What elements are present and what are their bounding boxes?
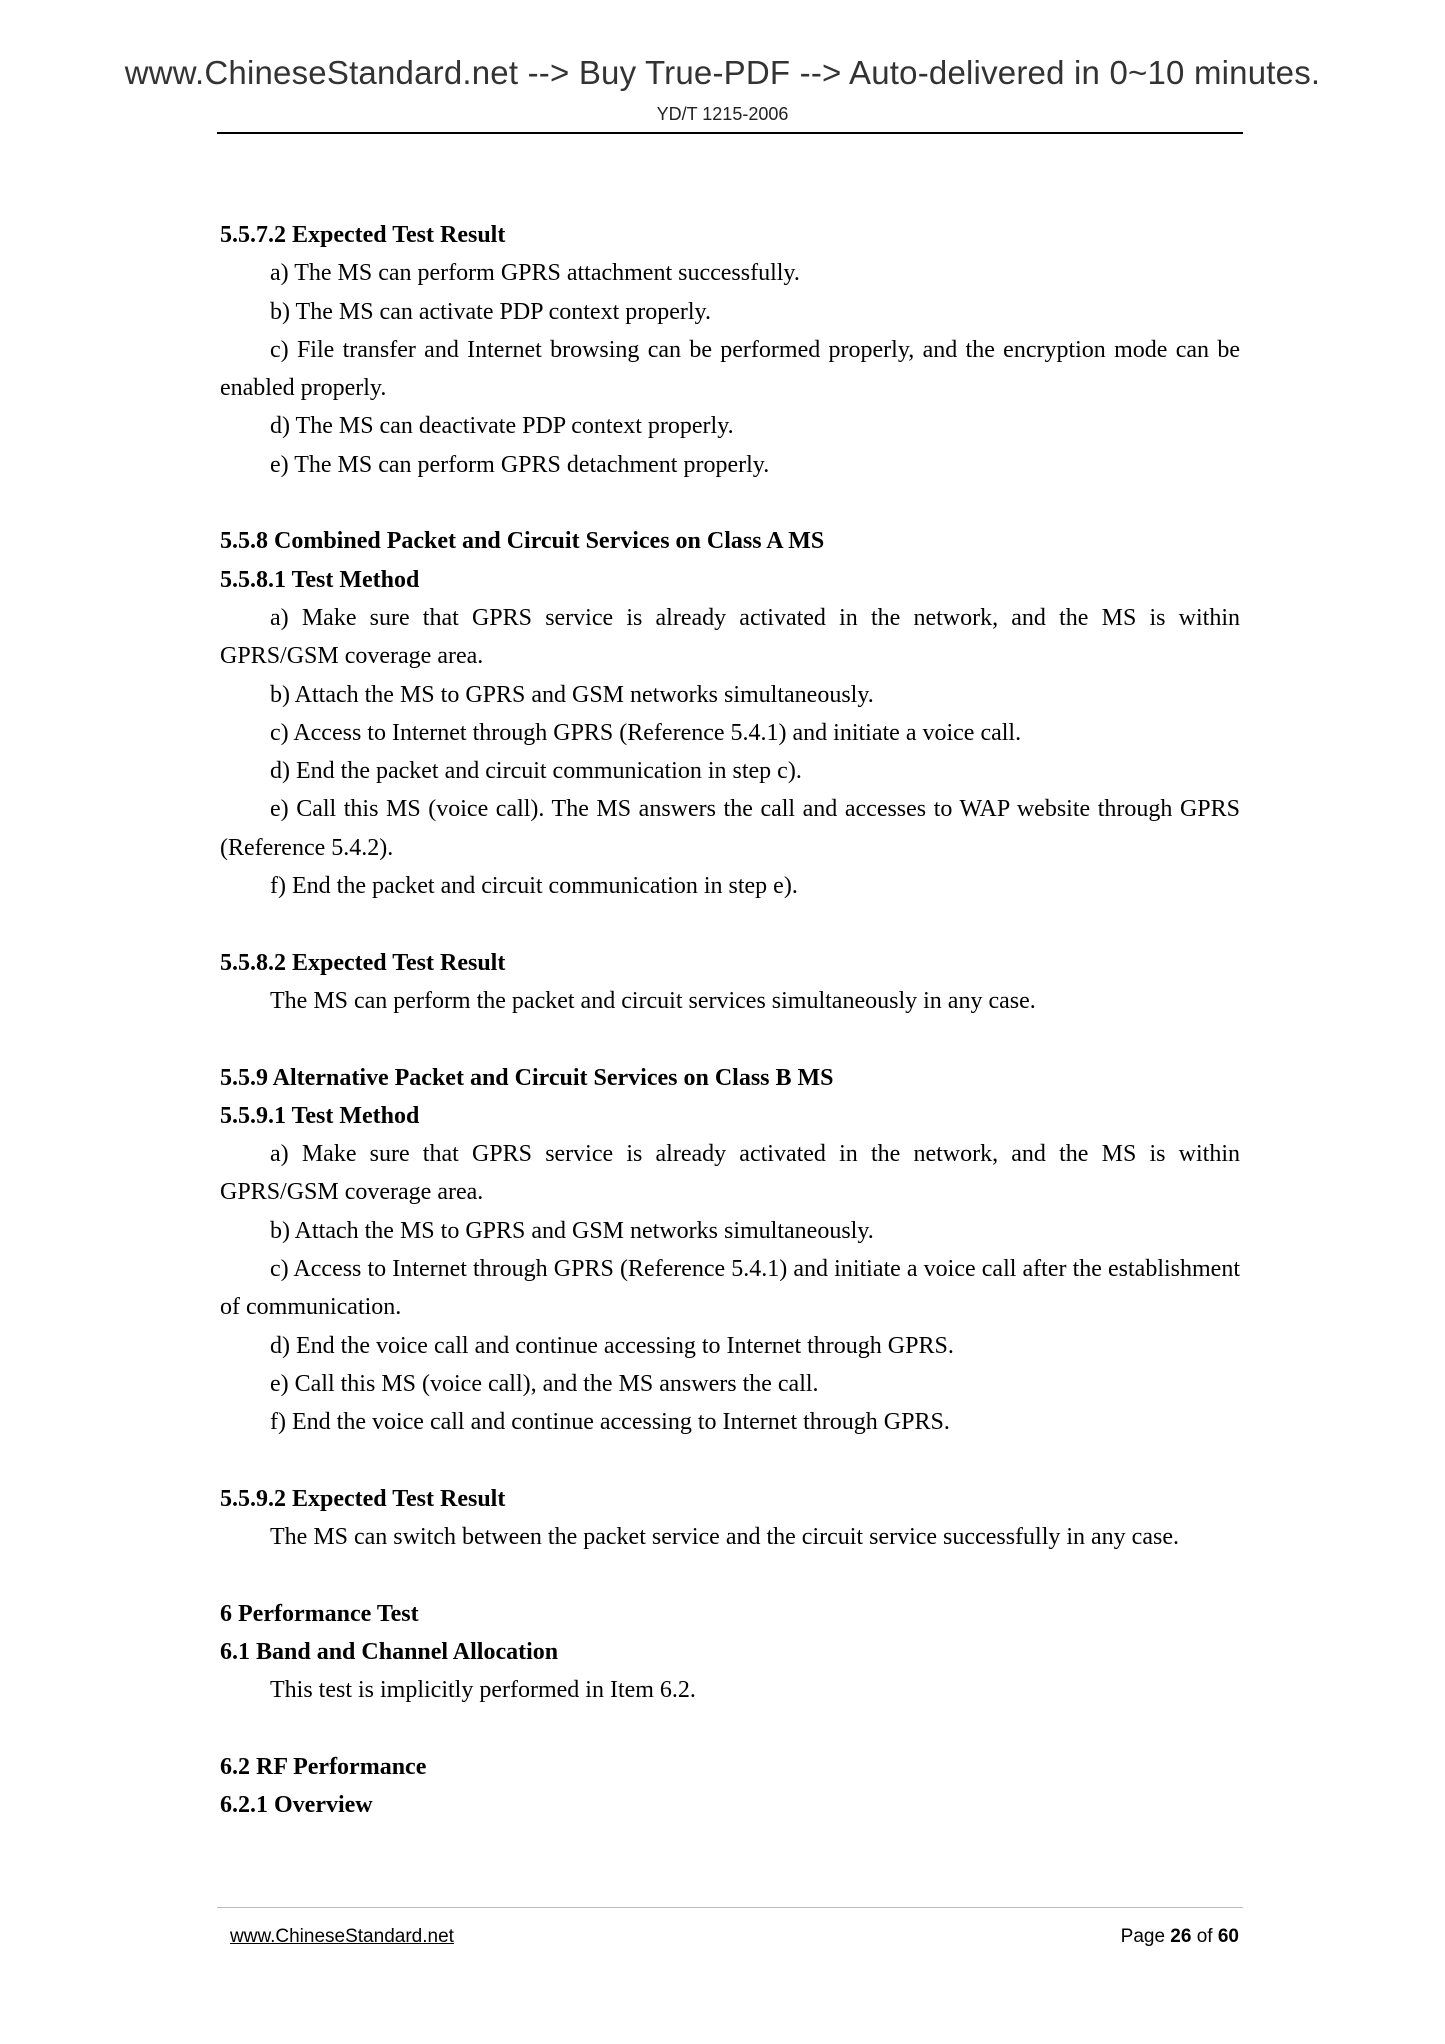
list-item: a) The MS can perform GPRS attachment successfully. bbox=[270, 260, 800, 287]
list-item: c) Access to Internet through GPRS (Reference 5.4.1) and initiate a voice call. bbox=[270, 719, 1022, 746]
list-item: d) The MS can deactivate PDP context properly. bbox=[270, 413, 734, 440]
section-heading-61: 6.1 Band and Channel Allocation bbox=[220, 1638, 559, 1665]
document-body bbox=[220, 216, 1240, 1824]
list-item: b) The MS can activate PDP context properly. bbox=[270, 298, 711, 325]
page-prefix: Page bbox=[1120, 1926, 1166, 1947]
paragraph: The MS can switch between the packet service and the circuit service successfully in any case. bbox=[270, 1524, 1179, 1551]
section-heading-558: 5.5.8 Combined Packet and Circuit Services on Class A MS bbox=[220, 528, 825, 555]
list-item: c) File transfer and Internet browsing can be performed properly, and the encryption mode can be enabled properly. bbox=[220, 336, 1240, 402]
section-heading-621: 6.2.1 Overview bbox=[220, 1792, 373, 1819]
list-item: a) Make sure that GPRS service is already activated in the network, and the MS is within GPRS/GSM coverage area. bbox=[220, 1141, 1240, 1206]
list-item: b) Attach the MS to GPRS and GSM networks simultaneously. bbox=[270, 1217, 874, 1244]
list-item: f) End the voice call and continue accessing to Internet through GPRS. bbox=[270, 1409, 950, 1436]
page-of: of bbox=[1196, 1926, 1213, 1947]
section-heading-6: 6 Performance Test bbox=[220, 1600, 419, 1627]
list-item: e) Call this MS (voice call), and the MS answers the call. bbox=[270, 1370, 819, 1397]
section-heading-5572: 5.5.7.2 Expected Test Result bbox=[220, 222, 506, 248]
list-item: c) Access to Internet through GPRS (Reference 5.4.1) and initiate a voice call after the establishment of communication. bbox=[220, 1256, 1240, 1321]
footer-divider bbox=[217, 1907, 1243, 1908]
list-item: d) End the packet and circuit communication in step c). bbox=[270, 758, 802, 785]
page-total: 60 bbox=[1217, 1926, 1239, 1947]
section-heading-62: 6.2 RF Performance bbox=[220, 1753, 427, 1780]
section-heading-559: 5.5.9 Alternative Packet and Circuit Services on Class B MS bbox=[220, 1064, 834, 1091]
list-item: b) Attach the MS to GPRS and GSM networks simultaneously. bbox=[270, 681, 874, 708]
section-heading-5592: 5.5.9.2 Expected Test Result bbox=[220, 1485, 506, 1512]
banner-header[interactable]: www.ChineseStandard.net --> Buy True-PDF --> Auto-delivered in 0~10 minutes. bbox=[124, 54, 1321, 91]
list-item: a) Make sure that GPRS service is already activated in the network, and the MS is within GPRS/GSM coverage area. bbox=[220, 604, 1240, 670]
section-heading-5582: 5.5.8.2 Expected Test Result bbox=[220, 949, 506, 976]
list-item: e) The MS can perform GPRS detachment properly. bbox=[270, 451, 770, 478]
section-heading-5591: 5.5.9.1 Test Method bbox=[220, 1102, 420, 1129]
footer-website-link[interactable]: www.ChineseStandard.net bbox=[230, 1926, 454, 1947]
section-heading-5581: 5.5.8.1 Test Method bbox=[220, 566, 420, 593]
list-item: f) End the packet and circuit communication in step e). bbox=[270, 873, 798, 900]
page-indicator bbox=[1121, 1926, 1239, 1948]
paragraph: The MS can perform the packet and circuit services simultaneously in any case. bbox=[270, 987, 1036, 1014]
paragraph: This test is implicitly performed in Item 6.2. bbox=[270, 1677, 696, 1704]
header-divider bbox=[217, 132, 1243, 134]
list-item: e) Call this MS (voice call). The MS answers the call and accesses to WAP website through GPRS (Reference 5.4.2). bbox=[220, 796, 1240, 861]
standard-number: YD/T 1215-2006 bbox=[656, 104, 789, 124]
list-item: d) End the voice call and continue accessing to Internet through GPRS. bbox=[270, 1332, 954, 1359]
page-current: 26 bbox=[1170, 1926, 1192, 1947]
